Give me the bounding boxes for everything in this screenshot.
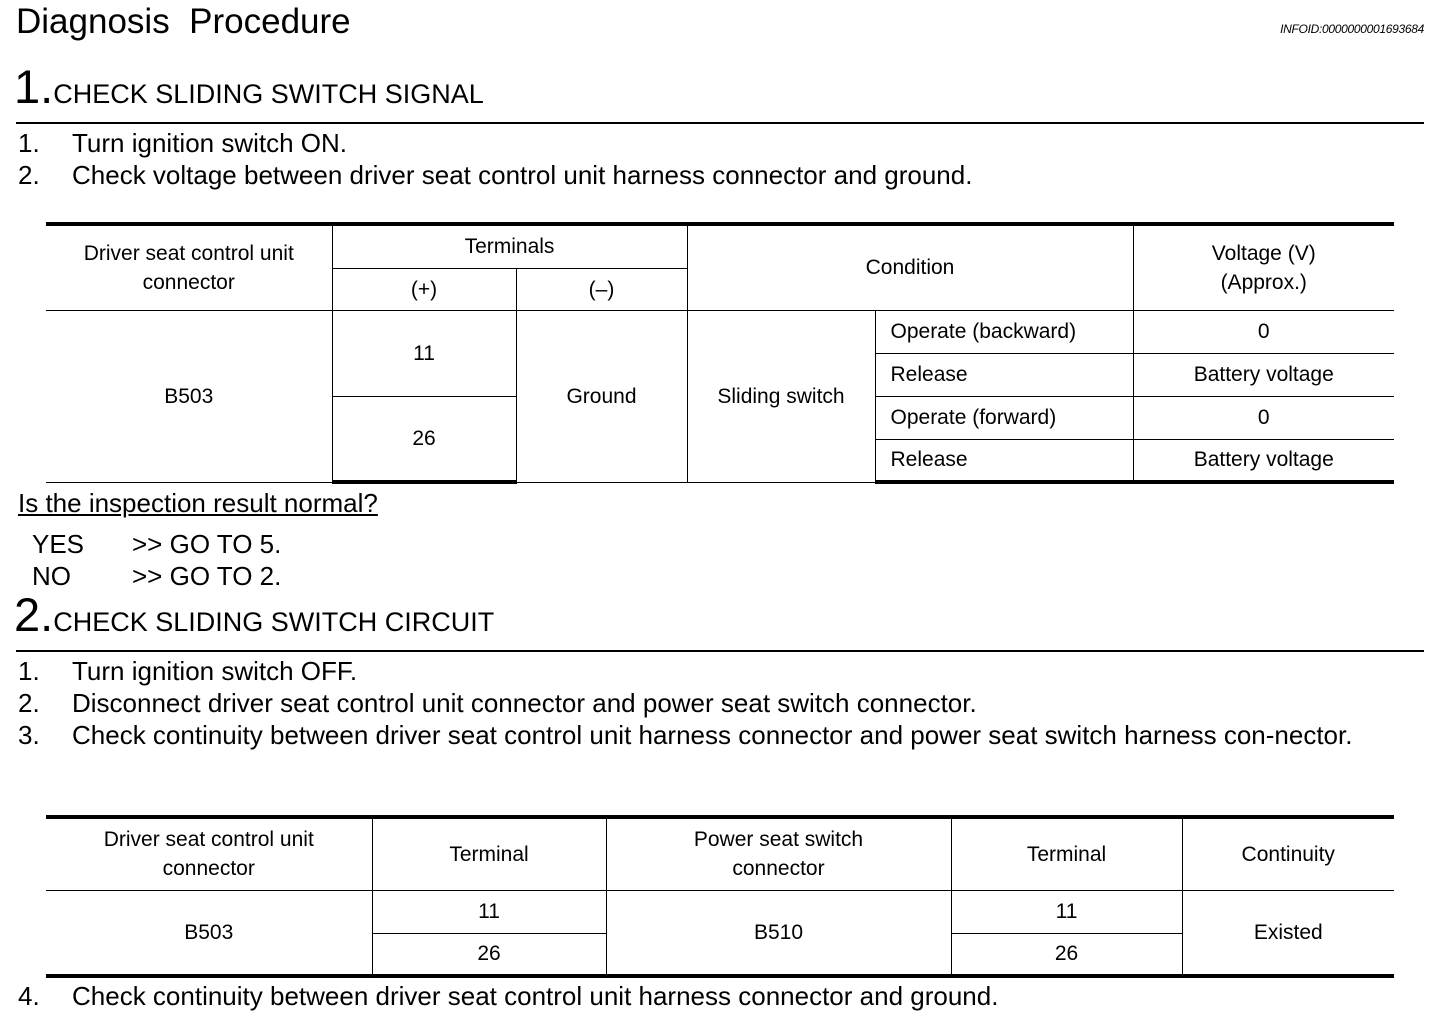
item-number: 1. — [18, 128, 40, 158]
cell-continuity: Existed — [1182, 890, 1394, 976]
cell-voltage: Battery voltage — [1133, 439, 1394, 482]
cell-condition-group: Sliding switch — [687, 310, 875, 482]
page-title: Diagnosis Procedure — [16, 2, 351, 41]
item-number: 1. — [18, 656, 40, 686]
instruction-item — [18, 127, 1424, 159]
answer-yes — [0, 528, 400, 560]
cell-terminal: 11 — [332, 310, 516, 396]
cell-terminal: 11 — [372, 890, 606, 933]
cell-condition: Operate (forward) — [875, 396, 1133, 439]
header-plus: (+) — [332, 268, 516, 310]
header-voltage — [1133, 224, 1394, 310]
cell-dscu-connector: B503 — [46, 890, 372, 976]
header-condition: Condition — [687, 224, 1133, 310]
item-number: 4. — [18, 981, 40, 1011]
instruction-item — [18, 687, 1424, 719]
header-text: Driver seat control unit — [103, 828, 314, 852]
header-connector — [46, 224, 332, 310]
answer-value: >> GO TO 5. — [132, 529, 282, 559]
answer-value: >> GO TO 2. — [132, 561, 282, 591]
header-terminal: Terminal — [951, 817, 1182, 890]
inspection-question: Is the inspection result normal? — [18, 488, 378, 518]
item-number: 2. — [18, 160, 40, 190]
item-number: 2. — [18, 688, 40, 718]
step-2-header — [14, 590, 494, 640]
step-1-rule — [16, 122, 1424, 124]
header-text: connector — [142, 270, 235, 294]
answer-key: YES — [32, 529, 85, 559]
header-pss-connector — [606, 817, 951, 890]
item-text: Disconnect driver seat control unit connector and power seat switch connector. — [72, 688, 977, 718]
answer-key: NO — [32, 561, 71, 591]
step-2-instructions — [18, 655, 1424, 751]
instruction-item — [18, 719, 1424, 751]
item-number: 3. — [18, 720, 40, 750]
instruction-item — [18, 980, 1424, 1012]
header-dscu-connector — [46, 817, 372, 890]
step-2-instructions-continued — [18, 980, 1424, 1012]
item-text: Turn ignition switch OFF. — [72, 656, 358, 686]
header-continuity: Continuity — [1182, 817, 1394, 890]
answer-no — [0, 560, 400, 592]
header-terminal: Terminal — [372, 817, 606, 890]
continuity-check-table — [46, 815, 1394, 978]
cell-voltage: 0 — [1133, 310, 1394, 353]
header-minus: (–) — [516, 268, 687, 310]
step-2-heading: CHECK SLIDING SWITCH CIRCUIT — [53, 607, 495, 637]
info-id: INFOID:0000000001693684 — [1280, 22, 1424, 36]
cell-terminal: 26 — [332, 396, 516, 482]
item-text: Check continuity between driver seat control unit harness connector and ground. — [72, 981, 999, 1011]
cell-terminal: 11 — [951, 890, 1182, 933]
cell-condition: Release — [875, 353, 1133, 396]
step-2-rule — [16, 650, 1424, 652]
cell-connector: B503 — [46, 310, 332, 482]
header-text: Driver seat control unit — [83, 241, 294, 265]
header-text: Voltage (V) — [1211, 241, 1316, 265]
item-text: Turn ignition switch ON. — [72, 128, 348, 158]
header-text: Power seat switch — [693, 828, 864, 852]
cell-condition: Operate (backward) — [875, 310, 1133, 353]
step-1-number: 1. — [14, 60, 54, 113]
step-1-instructions — [18, 127, 1424, 191]
cell-voltage: 0 — [1133, 396, 1394, 439]
cell-voltage: Battery voltage — [1133, 353, 1394, 396]
cell-pss-connector: B510 — [606, 890, 951, 976]
instruction-item — [18, 655, 1424, 687]
voltage-check-table — [46, 222, 1394, 484]
cell-condition: Release — [875, 439, 1133, 482]
step-1-header — [14, 62, 484, 112]
header-text: connector — [732, 857, 825, 881]
cell-terminal: 26 — [951, 933, 1182, 976]
cell-terminal: 26 — [372, 933, 606, 976]
header-text: (Approx.) — [1220, 270, 1307, 294]
item-text: Check continuity between driver seat control unit harness connector and power seat switch harness con-nector. — [72, 720, 1353, 750]
item-text: Check voltage between driver seat control unit harness connector and ground. — [72, 160, 973, 190]
header-text: connector — [162, 857, 255, 881]
header-terminals: Terminals — [332, 224, 687, 268]
step-1-heading: CHECK SLIDING SWITCH SIGNAL — [53, 79, 484, 109]
step-2-number: 2. — [14, 588, 54, 641]
instruction-item — [18, 159, 1424, 191]
cell-minus: Ground — [516, 310, 687, 482]
